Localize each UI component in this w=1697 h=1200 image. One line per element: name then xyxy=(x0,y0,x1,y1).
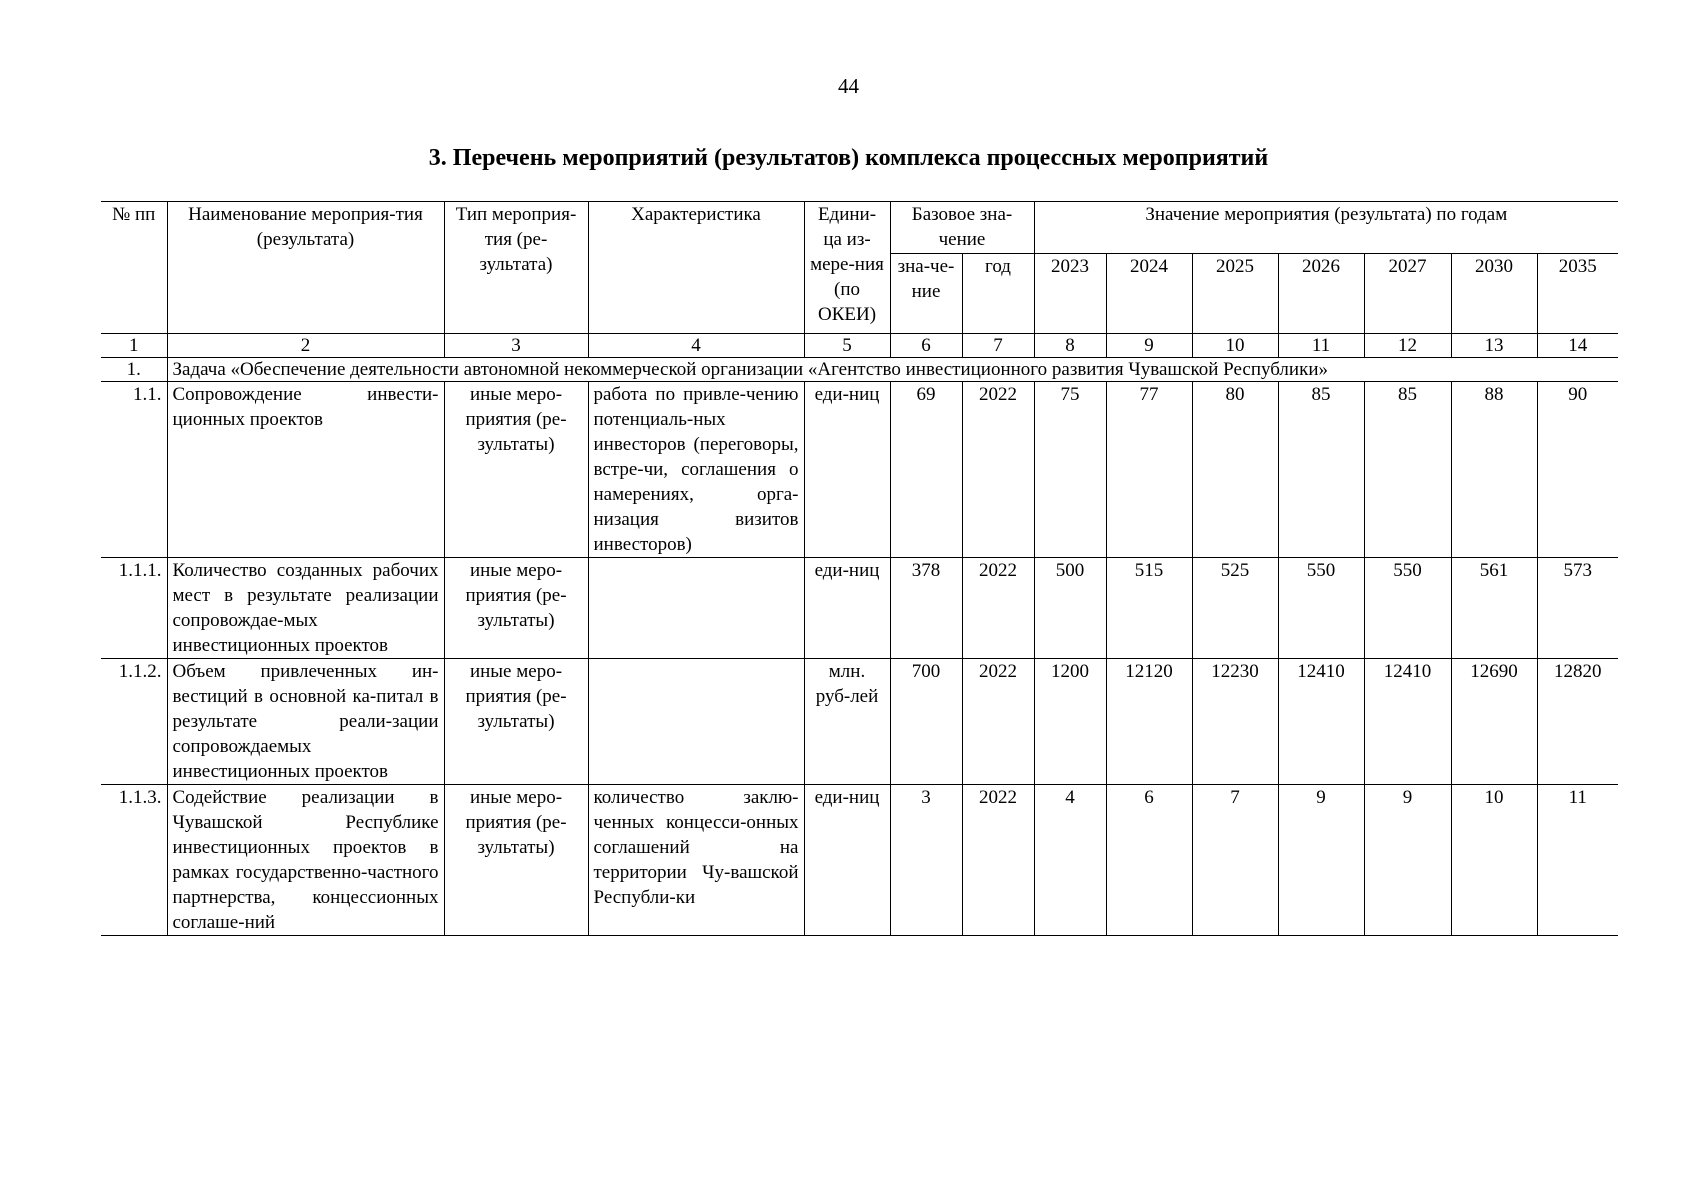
row-unit: еди-ниц xyxy=(804,558,890,659)
column-number: 13 xyxy=(1451,334,1537,358)
header-year: 2025 xyxy=(1192,254,1278,334)
column-number: 4 xyxy=(588,334,804,358)
row-year-value: 12410 xyxy=(1364,659,1451,785)
row-year-value: 90 xyxy=(1537,382,1618,558)
row-name: Объем привлеченных ин-вестиций в основной ка-питал в результате реали-зации сопровождаемых инвестиционных проектов xyxy=(167,659,444,785)
row-year-value: 525 xyxy=(1192,558,1278,659)
column-number: 5 xyxy=(804,334,890,358)
row-year-value: 6 xyxy=(1106,785,1192,936)
header-years-group: Значение мероприятия (результата) по годам xyxy=(1034,202,1618,254)
row-type: иные меро-приятия (ре-зультаты) xyxy=(444,785,588,936)
row-num: 1.1.2. xyxy=(101,659,167,785)
column-number: 11 xyxy=(1278,334,1364,358)
row-characteristic xyxy=(588,558,804,659)
column-number: 2 xyxy=(167,334,444,358)
row-year-value: 9 xyxy=(1278,785,1364,936)
document-title: 3. Перечень мероприятий (результатов) комплекса процессных мероприятий xyxy=(428,145,1269,171)
column-number: 10 xyxy=(1192,334,1278,358)
row-year-value: 12120 xyxy=(1106,659,1192,785)
row-base-year: 2022 xyxy=(962,785,1034,936)
row-year-value: 12230 xyxy=(1192,659,1278,785)
row-year-value: 85 xyxy=(1278,382,1364,558)
row-type: иные меро-приятия (ре-зультаты) xyxy=(444,382,588,558)
row-base-value: 69 xyxy=(890,382,962,558)
header-characteristic: Характеристика xyxy=(588,202,804,334)
header-num: № пп xyxy=(101,202,167,334)
task-num: 1. xyxy=(101,358,167,382)
header-year: 2035 xyxy=(1537,254,1618,334)
header-type: Тип мероприя-тия (ре-зультата) xyxy=(444,202,588,334)
row-characteristic: работа по привле-чению потенциаль-ных инвесторов (переговоры, встре-чи, соглашения о намерениях, орга-низация визитов инвесторов) xyxy=(588,382,804,558)
row-type: иные меро-приятия (ре-зультаты) xyxy=(444,558,588,659)
row-num: 1.1.3. xyxy=(101,785,167,936)
row-base-value: 378 xyxy=(890,558,962,659)
task-text: Задача «Обеспечение деятельности автономной некоммерческой организации «Агентство инвестиционного развития Чувашской Республики» xyxy=(167,358,1618,382)
row-characteristic xyxy=(588,659,804,785)
table-row xyxy=(101,659,1618,785)
row-type: иные меро-приятия (ре-зультаты) xyxy=(444,659,588,785)
row-num: 1.1.1. xyxy=(101,558,167,659)
row-year-value: 10 xyxy=(1451,785,1537,936)
row-year-value: 12410 xyxy=(1278,659,1364,785)
header-base-year: год xyxy=(962,254,1034,334)
row-name: Содействие реализации в Чувашской Республике инвестиционных проектов в рамках государственно-частного партнерства, концессионных соглаше-ний xyxy=(167,785,444,936)
row-year-value: 573 xyxy=(1537,558,1618,659)
column-number: 3 xyxy=(444,334,588,358)
column-number: 14 xyxy=(1537,334,1618,358)
page-number: 44 xyxy=(838,74,859,98)
row-base-value: 700 xyxy=(890,659,962,785)
header-year: 2030 xyxy=(1451,254,1537,334)
row-name: Количество созданных рабочих мест в результате реализации сопровождае-мых инвестиционных проектов xyxy=(167,558,444,659)
row-characteristic: количество заклю-ченных концесси-онных соглашений на территории Чу-вашской Республи-ки xyxy=(588,785,804,936)
row-year-value: 12820 xyxy=(1537,659,1618,785)
header-name: Наименование мероприя-тия (результата) xyxy=(167,202,444,334)
column-number: 7 xyxy=(962,334,1034,358)
header-base: Базовое зна-чение xyxy=(890,202,1034,254)
row-year-value: 12690 xyxy=(1451,659,1537,785)
row-year-value: 561 xyxy=(1451,558,1537,659)
row-year-value: 85 xyxy=(1364,382,1451,558)
row-year-value: 9 xyxy=(1364,785,1451,936)
row-name: Сопровождение инвести-ционных проектов xyxy=(167,382,444,558)
table-row xyxy=(101,558,1618,659)
header-year: 2027 xyxy=(1364,254,1451,334)
row-base-year: 2022 xyxy=(962,382,1034,558)
column-number: 12 xyxy=(1364,334,1451,358)
row-year-value: 500 xyxy=(1034,558,1106,659)
column-number-row xyxy=(101,334,1618,358)
row-base-year: 2022 xyxy=(962,659,1034,785)
column-number: 6 xyxy=(890,334,962,358)
header-year: 2023 xyxy=(1034,254,1106,334)
row-year-value: 11 xyxy=(1537,785,1618,936)
row-year-value: 515 xyxy=(1106,558,1192,659)
header-base-value: зна-че-ние xyxy=(890,254,962,334)
row-year-value: 80 xyxy=(1192,382,1278,558)
column-number: 9 xyxy=(1106,334,1192,358)
task-row xyxy=(101,358,1618,382)
table-row xyxy=(101,382,1618,558)
row-unit: еди-ниц xyxy=(804,382,890,558)
column-number: 1 xyxy=(101,334,167,358)
row-unit: млн. руб-лей xyxy=(804,659,890,785)
row-base-year: 2022 xyxy=(962,558,1034,659)
row-year-value: 550 xyxy=(1278,558,1364,659)
header-unit: Едини-ца из-мере-ния (по ОКЕИ) xyxy=(804,202,890,334)
measures-table xyxy=(101,201,1618,936)
row-year-value: 7 xyxy=(1192,785,1278,936)
row-year-value: 75 xyxy=(1034,382,1106,558)
header-year: 2026 xyxy=(1278,254,1364,334)
row-base-value: 3 xyxy=(890,785,962,936)
table-header xyxy=(101,202,1618,334)
column-number: 8 xyxy=(1034,334,1106,358)
row-year-value: 88 xyxy=(1451,382,1537,558)
row-year-value: 4 xyxy=(1034,785,1106,936)
row-year-value: 77 xyxy=(1106,382,1192,558)
row-year-value: 1200 xyxy=(1034,659,1106,785)
header-year: 2024 xyxy=(1106,254,1192,334)
row-unit: еди-ниц xyxy=(804,785,890,936)
row-num: 1.1. xyxy=(101,382,167,558)
row-year-value: 550 xyxy=(1364,558,1451,659)
table-row xyxy=(101,785,1618,936)
